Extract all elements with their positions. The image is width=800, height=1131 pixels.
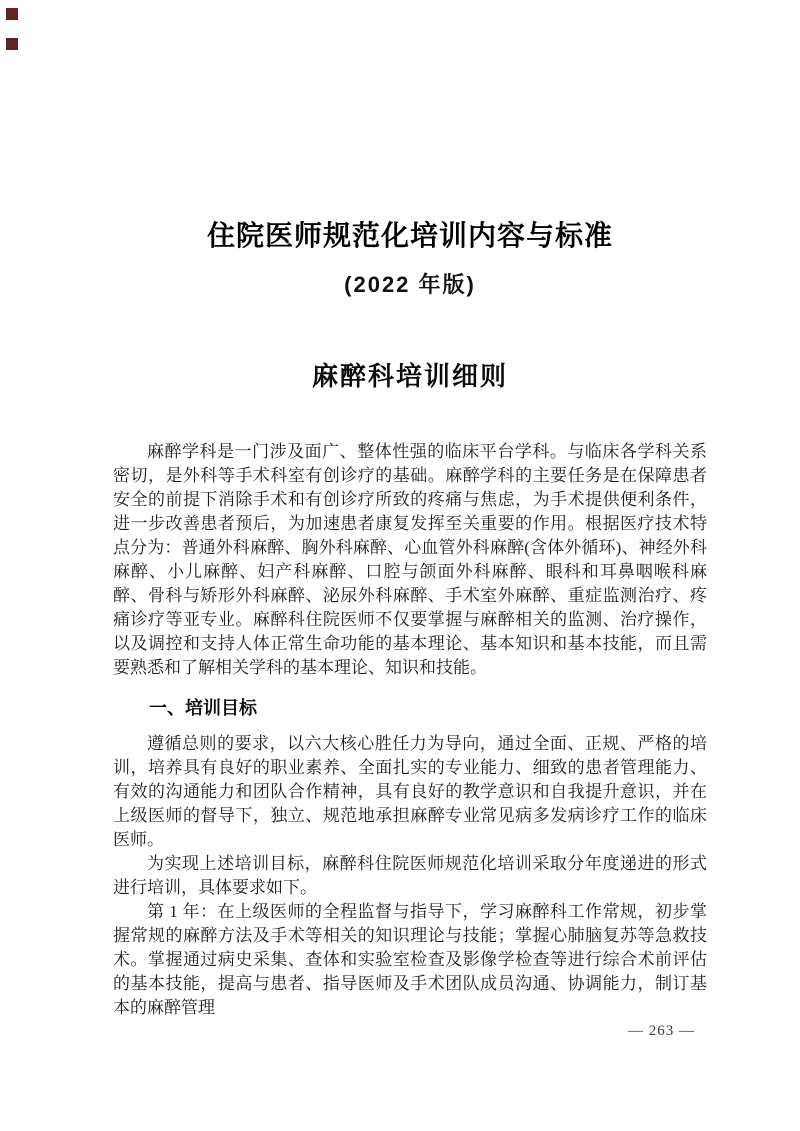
page-number: — 263 — bbox=[628, 1023, 695, 1039]
document-edition: (2022 年版) bbox=[344, 272, 476, 297]
intro-paragraph: 麻醉学科是一门涉及面广、整体性强的临床平台学科。与临床各学科关系密切，是外科等手术科室有创诊疗的基础。麻醉学科的主要任务是在保障患者安全的前提下消除手术和有创诊疗所致的疼痛与焦虑，为手术提供便利条件，进一步改善患者预后，为加速患者康复发挥至关重要的作用。根据医疗技术特点分为：普通外科麻醉、胸外科麻醉、心血管外科麻醉(含体外循环)、神经外科麻醉、小儿麻醉、妇产科麻醉、口腔与颌面外科麻醉、眼科和耳鼻咽喉科麻醉、骨科与矫形外科麻醉、泌尿外科麻醉、手术室外麻醉、重症监测治疗、疼痛诊疗等亚专业。麻醉科住院医师不仅要掌握与麻醉相关的监测、治疗操作，以及调控和支持人体正常生命功能的基本理论、基本知识和基本技能，而且需要熟悉和了解相关学科的基本理论、知识和技能。 bbox=[113, 442, 707, 677]
section-title: 麻醉科培训细则 bbox=[311, 361, 508, 391]
corner-mark-top bbox=[6, 8, 18, 20]
body-text bbox=[113, 440, 707, 1020]
training-goal-paragraph-2: 为实现上述培训目标，麻醉科住院医师规范化培训采取分年度递进的形式进行培训，具体要求如下。 bbox=[113, 854, 707, 897]
page-content bbox=[113, 0, 707, 1040]
training-goal-heading: 一、培训目标 bbox=[149, 698, 257, 718]
corner-mark-bottom bbox=[6, 38, 18, 50]
document-title: 住院医师规范化培训内容与标准 bbox=[206, 221, 613, 252]
training-goal-paragraph-3: 第 1 年：在上级医师的全程监督与指导下，学习麻醉科工作常规，初步掌握常规的麻醉方法及手术等相关的知识理论与技能；掌握心肺脑复苏等急救技术。掌握通过病史采集、查体和实验室检查及影像学检查等进行综合术前评估的基本技能，提高与患者、指导医师及手术团队成员沟通、协调能力，制订基本的麻醉管理 bbox=[113, 902, 707, 1017]
training-goal-paragraph-1: 遵循总则的要求，以六大核心胜任力为导向，通过全面、正规、严格的培训，培养具有良好的职业素养、全面扎实的专业能力、细致的患者管理能力、有效的沟通能力和团队合作精神，具有良好的教学意识和自我提升意识，并在上级医师的督导下，独立、规范地承担麻醉专业常见病多发病诊疗工作的临床医师。 bbox=[113, 734, 707, 849]
